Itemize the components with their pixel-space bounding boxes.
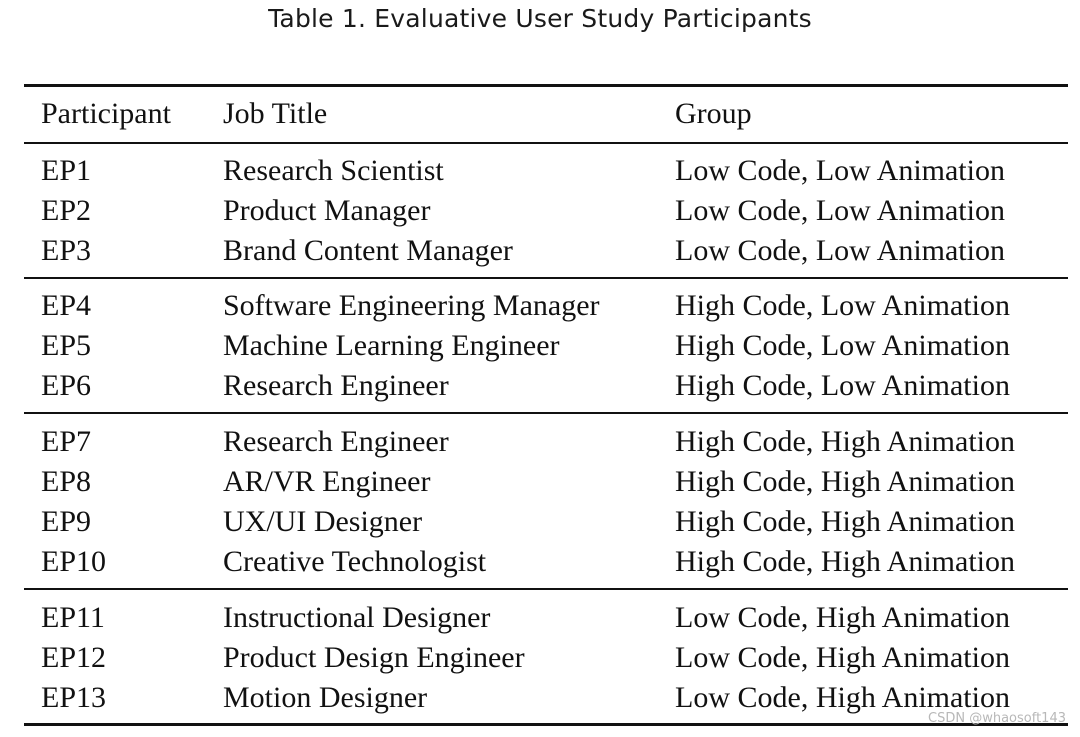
cell-group: High Code, High Animation — [675, 545, 1015, 578]
cell-job-title: UX/UI Designer — [223, 505, 423, 538]
cell-participant: EP10 — [41, 545, 107, 578]
watermark: CSDN @whaosoft143 — [928, 711, 1066, 726]
header-job-title: Job Title — [223, 97, 328, 130]
cell-job-title: Product Manager — [223, 194, 431, 227]
cell-participant: EP3 — [41, 234, 92, 267]
cell-group: High Code, High Animation — [675, 505, 1015, 538]
cell-participant: EP8 — [41, 465, 92, 498]
cell-group: High Code, Low Animation — [675, 369, 1010, 402]
cell-participant: EP1 — [41, 154, 92, 187]
cell-job-title: Research Engineer — [223, 425, 449, 458]
group-divider-rule — [24, 588, 1068, 590]
cell-job-title: Product Design Engineer — [223, 641, 525, 674]
group-divider-rule — [24, 412, 1068, 414]
cell-participant: EP4 — [41, 289, 92, 322]
cell-job-title: Creative Technologist — [223, 545, 487, 578]
cell-job-title: Research Scientist — [223, 154, 444, 187]
cell-participant: EP7 — [41, 425, 92, 458]
cell-group: Low Code, High Animation — [675, 681, 1010, 714]
cell-group: Low Code, Low Animation — [675, 154, 1005, 187]
cell-job-title: Brand Content Manager — [223, 234, 513, 267]
cell-group: High Code, High Animation — [675, 425, 1015, 458]
header-rule — [24, 142, 1068, 144]
cell-group: High Code, Low Animation — [675, 289, 1010, 322]
cell-job-title: Research Engineer — [223, 369, 449, 402]
table-caption: Table 1. Evaluative User Study Participants — [268, 4, 812, 33]
cell-job-title: Motion Designer — [223, 681, 428, 714]
cell-participant: EP12 — [41, 641, 107, 674]
cell-group: Low Code, Low Animation — [675, 194, 1005, 227]
cell-job-title: Machine Learning Engineer — [223, 329, 560, 362]
header-group: Group — [675, 97, 752, 130]
table-top-rule — [24, 84, 1068, 87]
cell-job-title: AR/VR Engineer — [223, 465, 431, 498]
group-divider-rule — [24, 277, 1068, 279]
cell-participant: EP13 — [41, 681, 107, 714]
cell-job-title: Instructional Designer — [223, 601, 491, 634]
cell-job-title: Software Engineering Manager — [223, 289, 600, 322]
header-participant: Participant — [41, 97, 171, 130]
cell-participant: EP2 — [41, 194, 92, 227]
cell-participant: EP11 — [41, 601, 105, 634]
cell-group: High Code, High Animation — [675, 465, 1015, 498]
table-bottom-rule — [24, 723, 1068, 726]
cell-participant: EP5 — [41, 329, 92, 362]
cell-participant: EP6 — [41, 369, 92, 402]
cell-group: Low Code, High Animation — [675, 601, 1010, 634]
cell-group: Low Code, High Animation — [675, 641, 1010, 674]
cell-participant: EP9 — [41, 505, 92, 538]
cell-group: Low Code, Low Animation — [675, 234, 1005, 267]
cell-group: High Code, Low Animation — [675, 329, 1010, 362]
